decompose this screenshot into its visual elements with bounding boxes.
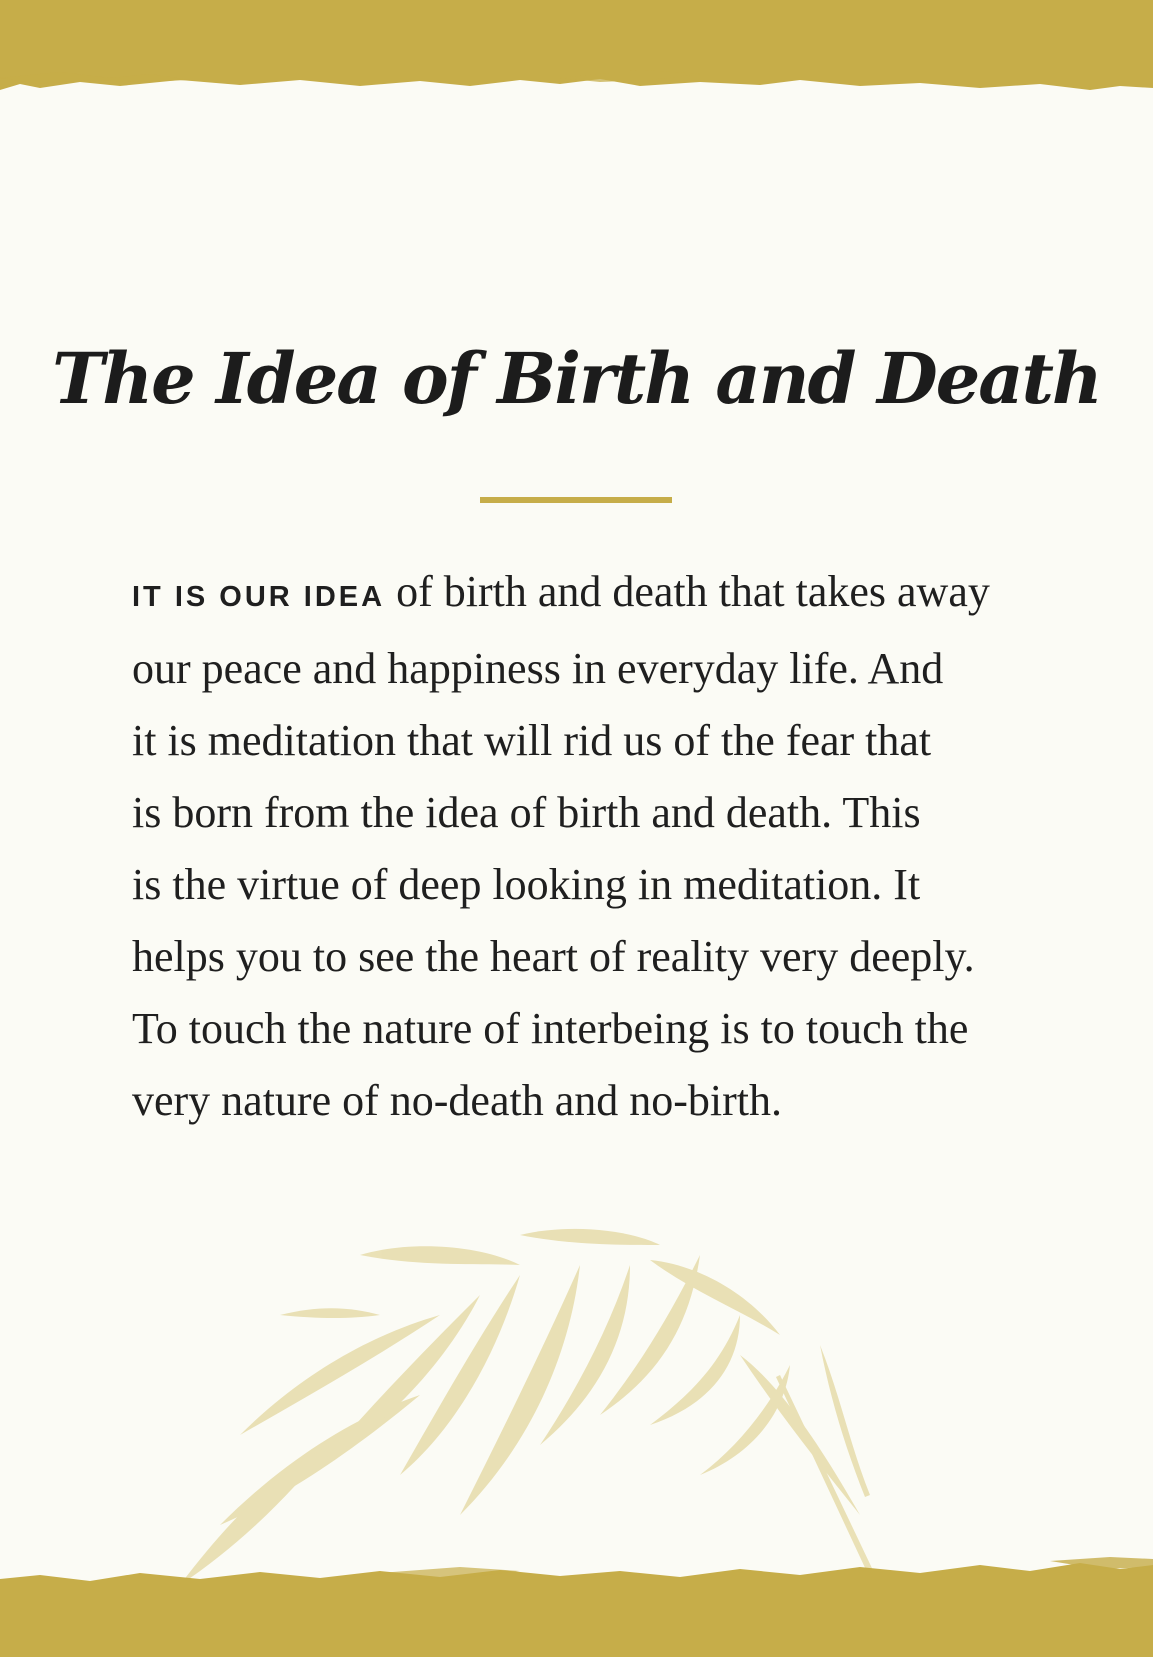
body-line: very nature of no-death and no-birth. — [132, 1076, 782, 1125]
body-line: is born from the idea of birth and death. This — [132, 788, 921, 837]
first-line-rest: of birth and death that takes away — [385, 567, 990, 616]
title-divider — [480, 497, 672, 503]
body-line: helps you to see the heart of reality very deeply. — [132, 932, 975, 981]
body-line: it is meditation that will rid us of the fear that — [132, 716, 932, 765]
body-line: To touch the nature of interbeing is to touch the — [132, 1004, 969, 1053]
bamboo-leaves-icon — [180, 1215, 940, 1595]
body-paragraph — [132, 556, 1032, 1137]
page-title: The Idea of Birth and Death — [52, 337, 1101, 420]
body-line: is the virtue of deep looking in meditation. It — [132, 860, 921, 909]
top-brush-band — [0, 0, 1153, 100]
lead-caps: IT IS OUR IDEA — [132, 581, 386, 613]
bottom-brush-band — [0, 1557, 1153, 1657]
body-line: our peace and happiness in everyday life. And — [132, 644, 944, 693]
body-line — [132, 556, 1032, 633]
